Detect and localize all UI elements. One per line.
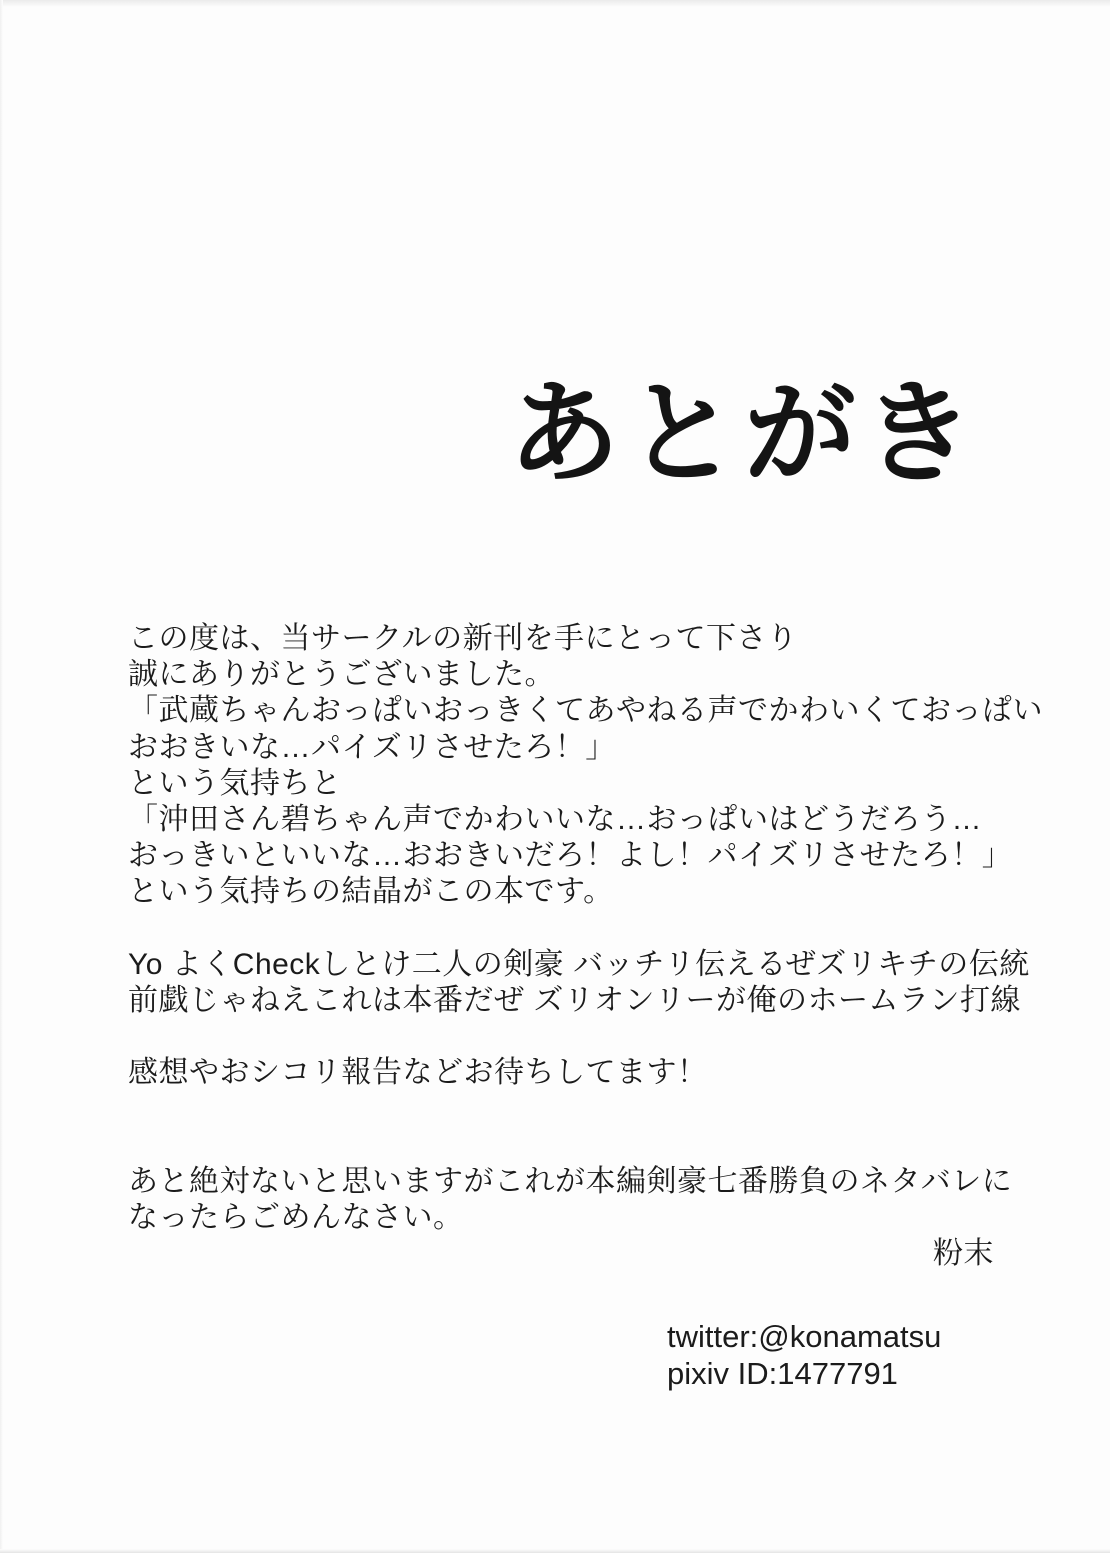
afterword-line: Yo よくCheckしとけ二人の剣豪 バッチリ伝えるぜズリキチの伝統 bbox=[128, 947, 1030, 981]
afterword-line: という気持ちの結晶がこの本です。 bbox=[128, 875, 614, 909]
afterword-line: という気持ちと bbox=[128, 766, 342, 800]
pixiv-id: pixiv ID:1477791 bbox=[667, 1356, 898, 1391]
afterword-line: 「沖田さん碧ちゃん声でかわいいな…おっぱいはどうだろう… bbox=[128, 803, 982, 837]
twitter-handle: twitter:@konamatsu bbox=[667, 1319, 942, 1354]
contact-info bbox=[667, 1318, 941, 1392]
afterword-line: あと絶対ないと思いますがこれが本編剣豪七番勝負のネタバレに bbox=[128, 1164, 1013, 1198]
afterword-blank-line bbox=[128, 1019, 996, 1055]
afterword-line: 感想やおシコリ報告などお待ちしてます！ bbox=[128, 1056, 708, 1090]
afterword-blank-line bbox=[128, 911, 996, 947]
author-signature: 粉末 bbox=[933, 1237, 994, 1271]
afterword-line: 前戯じゃねえこれは本番だぜ ズリオンリーが俺のホームラン打線 bbox=[128, 984, 1022, 1018]
afterword-line: おおきいな…パイズリさせたろ！」 bbox=[128, 730, 616, 764]
afterword-line: 「武蔵ちゃんおっぱいおっきくてあやねる声でかわいくておっぱい bbox=[128, 694, 1043, 728]
afterword-blank-line bbox=[128, 1128, 996, 1164]
afterword-line: 誠にありがとうございました。 bbox=[128, 658, 555, 692]
afterword-body bbox=[128, 621, 1043, 1273]
scan-edge-left bbox=[0, 0, 3, 1553]
scan-edge-top bbox=[0, 0, 1110, 7]
scan-edge-bottom bbox=[0, 1549, 1110, 1553]
afterword-line: この度は、当サークルの新刊を手にとって下さり bbox=[128, 622, 798, 655]
page-title: あとがき bbox=[508, 368, 980, 499]
afterword-blank-line bbox=[128, 1092, 996, 1128]
afterword-line: おっきいといいな…おおきいだろ！よし！パイズリさせたろ！」 bbox=[128, 839, 1013, 873]
afterword-line: なったらごめんなさい。 bbox=[128, 1201, 464, 1235]
